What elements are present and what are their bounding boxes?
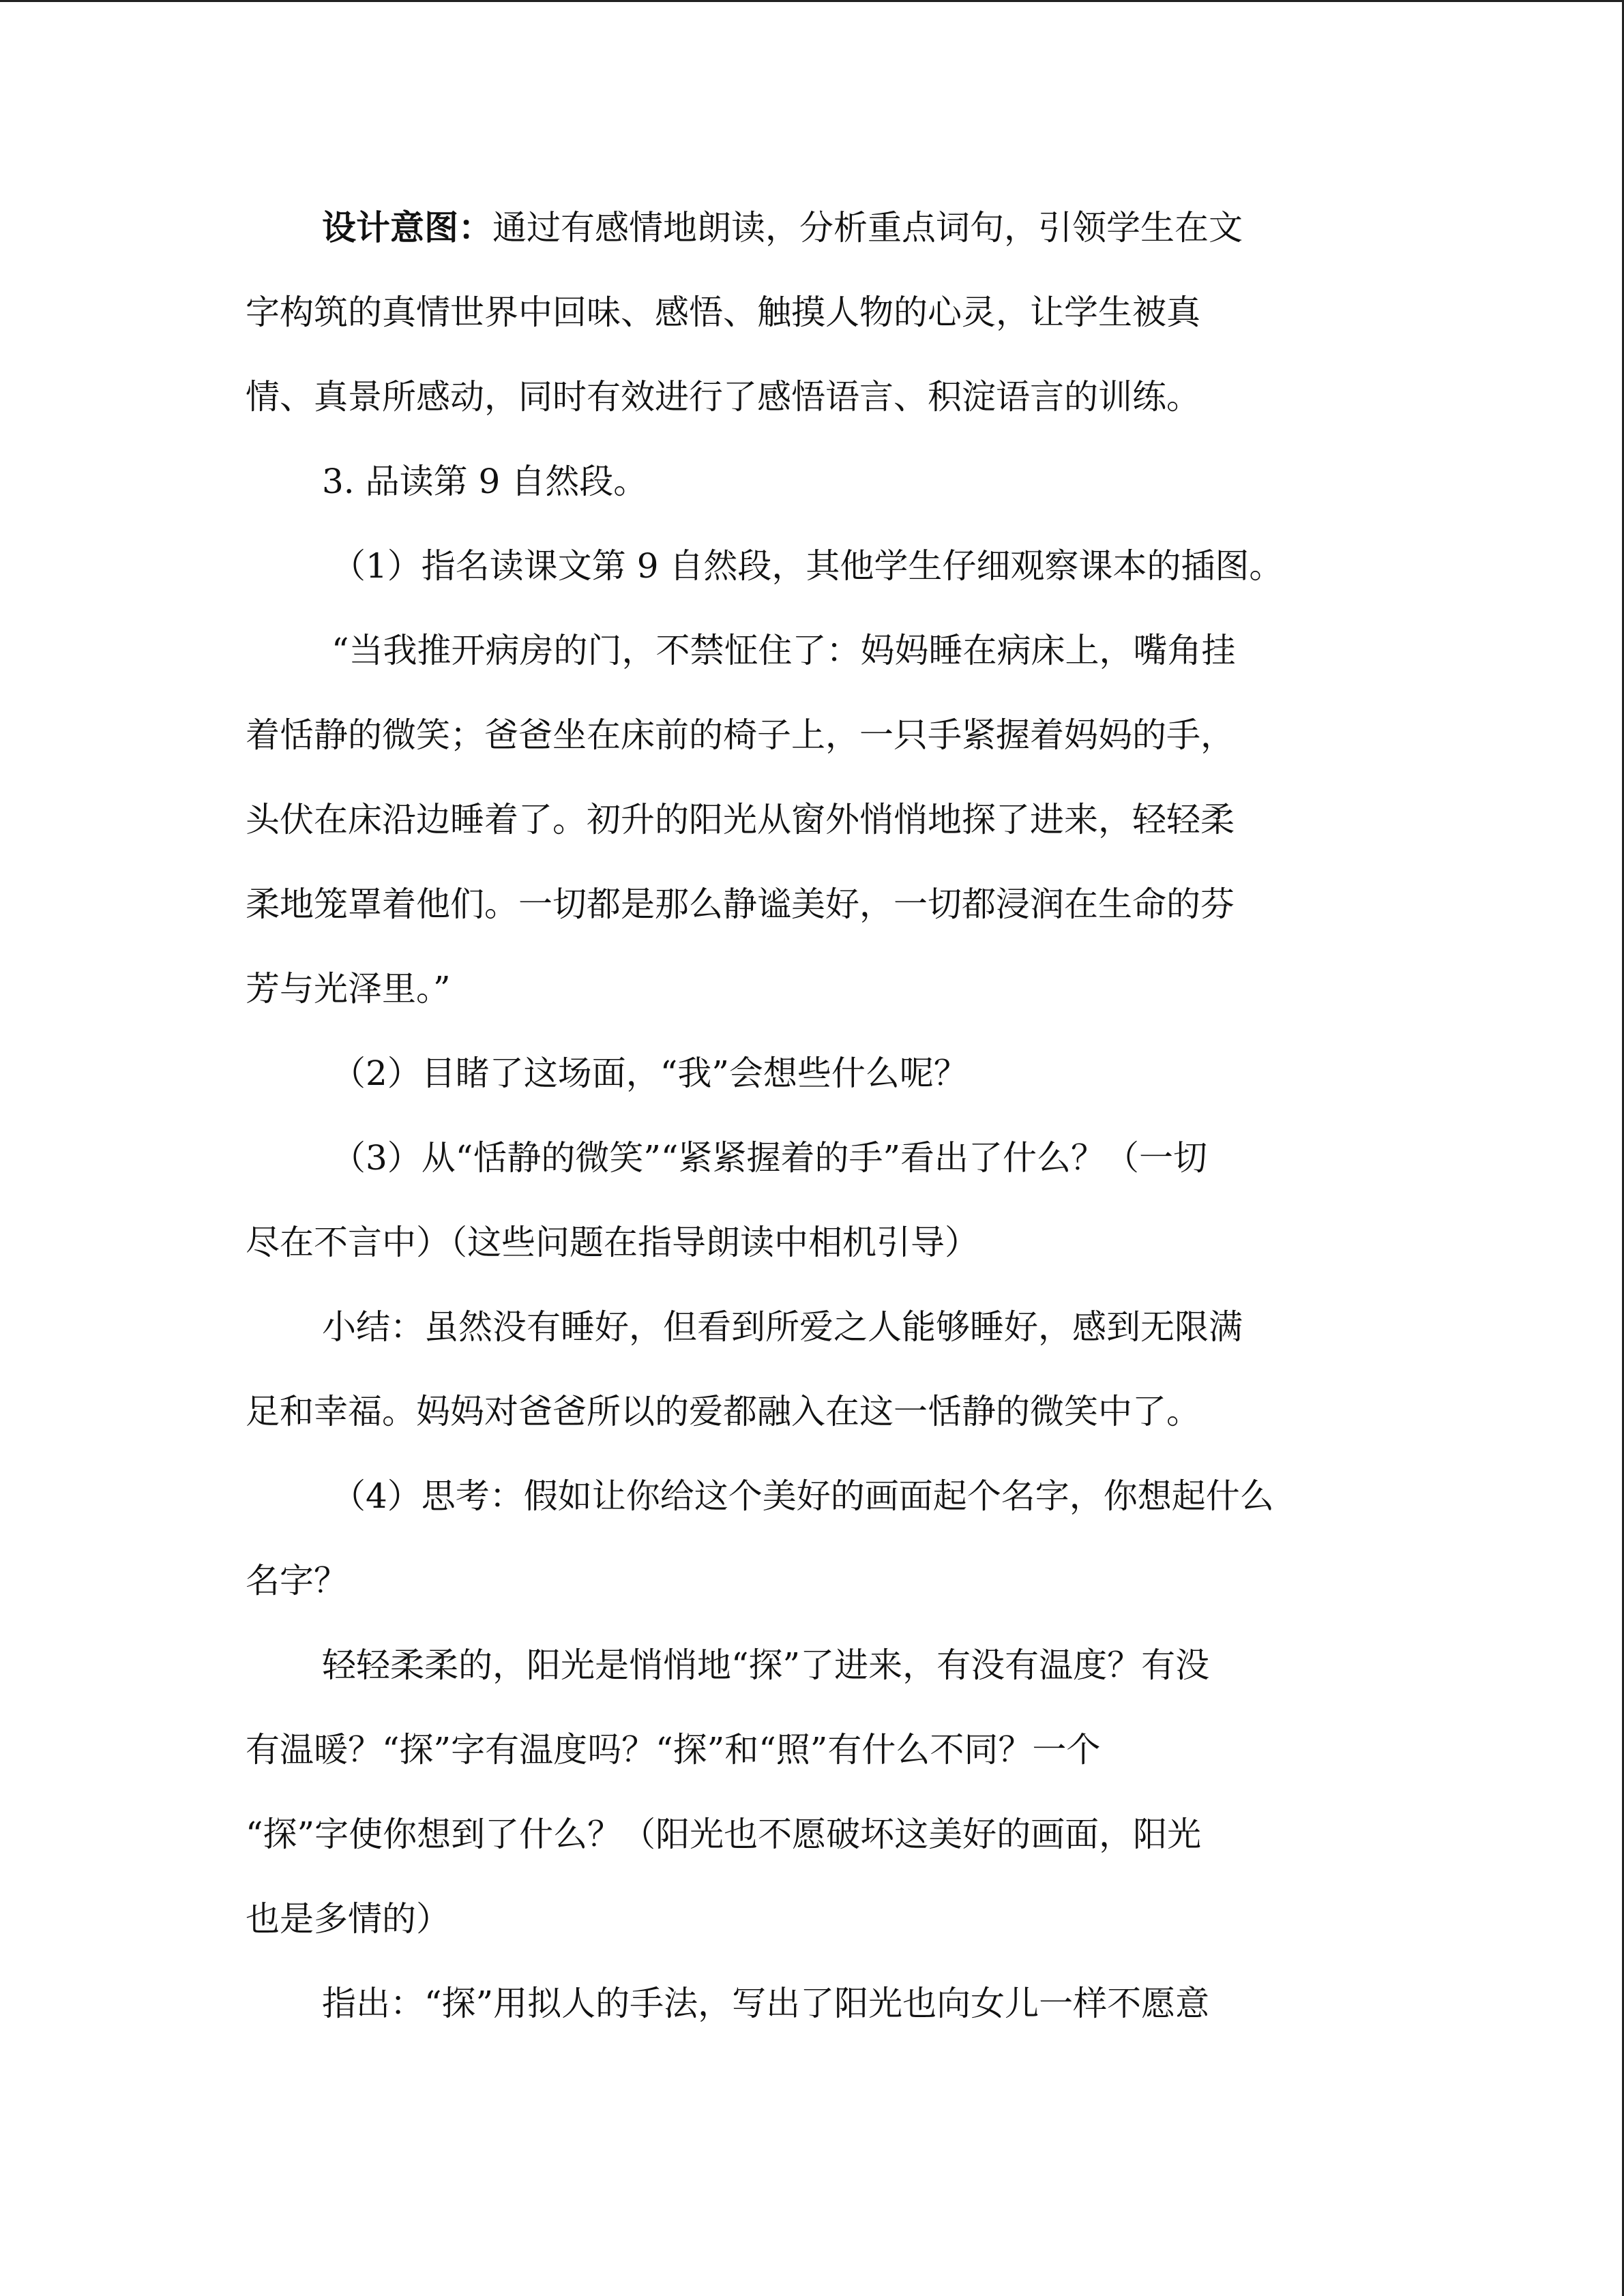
- step-4-line-2: 名字？: [246, 1561, 348, 1600]
- summary-line-1: 小结：虽然没有睡好，但看到所爱之人能够睡好，感到无限满: [322, 1307, 1243, 1347]
- paragraph-line-3: “探”字使你想到了什么？（阳光也不愿破坏这美好的画面，阳光: [246, 1815, 1202, 1854]
- quote-line-3: 头伏在床沿边睡着了。初升的阳光从窗外悄悄地探了进来，轻轻柔: [246, 800, 1235, 839]
- design-intent-line-3: 情、真景所感动，同时有效进行了感悟语言、积淀语言的训练。: [246, 377, 1200, 417]
- quote-line-1: “当我推开病房的门，不禁怔住了：妈妈睡在病床上，嘴角挂: [331, 631, 1236, 670]
- step-3-line-2: 尽在不言中）（这些问题在指导朗读中相机引导）: [246, 1223, 979, 1262]
- section-title: 3. 品读第 9 自然段。: [322, 462, 648, 501]
- quote-line-5: 芳与光泽里。”: [246, 969, 451, 1009]
- design-intent-line-2: 字构筑的真情世界中回味、感悟、触摸人物的心灵，让学生被真: [246, 293, 1200, 332]
- design-intent-heading: 设计意图：: [322, 207, 492, 248]
- document-body: [246, 207, 1378, 2067]
- summary-line-2: 足和幸福。妈妈对爸爸所以的爱都融入在这一恬静的微笑中了。: [246, 1392, 1200, 1431]
- step-4-line-1: （4）思考：假如让你给这个美好的画面起个名字，你想起什么: [331, 1476, 1274, 1516]
- step-2: （2）目睹了这场面，“我”会想些什么呢？: [331, 1054, 968, 1093]
- step-3-line-1: （3）从“恬静的微笑”“紧紧握着的手”看出了什么？（一切: [331, 1138, 1208, 1178]
- design-intent-line-1: [246, 207, 1378, 249]
- quote-line-4: 柔地笼罩着他们。一切都是那么静谧美好，一切都浸润在生命的芬: [246, 884, 1235, 924]
- paragraph-line-4: 也是多情的）: [246, 1899, 450, 1939]
- quote-line-2: 着恬静的微笑；爸爸坐在床前的椅子上，一只手紧握着妈妈的手，: [246, 715, 1235, 755]
- point-line-1: 指出：“探”用拟人的手法，写出了阳光也向女儿一样不愿意: [322, 1984, 1210, 2023]
- design-intent-text-1: 通过有感情地朗读，分析重点词句，引领学生在文: [492, 208, 1243, 248]
- paragraph-line-1: 轻轻柔柔的，阳光是悄悄地“探”了进来，有没有温度？有没: [322, 1645, 1210, 1685]
- paragraph-line-2: 有温暖？“探”字有温度吗？“探”和“照”有什么不同？一个: [246, 1730, 1101, 1770]
- step-1: （1）指名读课文第 9 自然段，其他学生仔细观察课本的插图。: [331, 546, 1284, 586]
